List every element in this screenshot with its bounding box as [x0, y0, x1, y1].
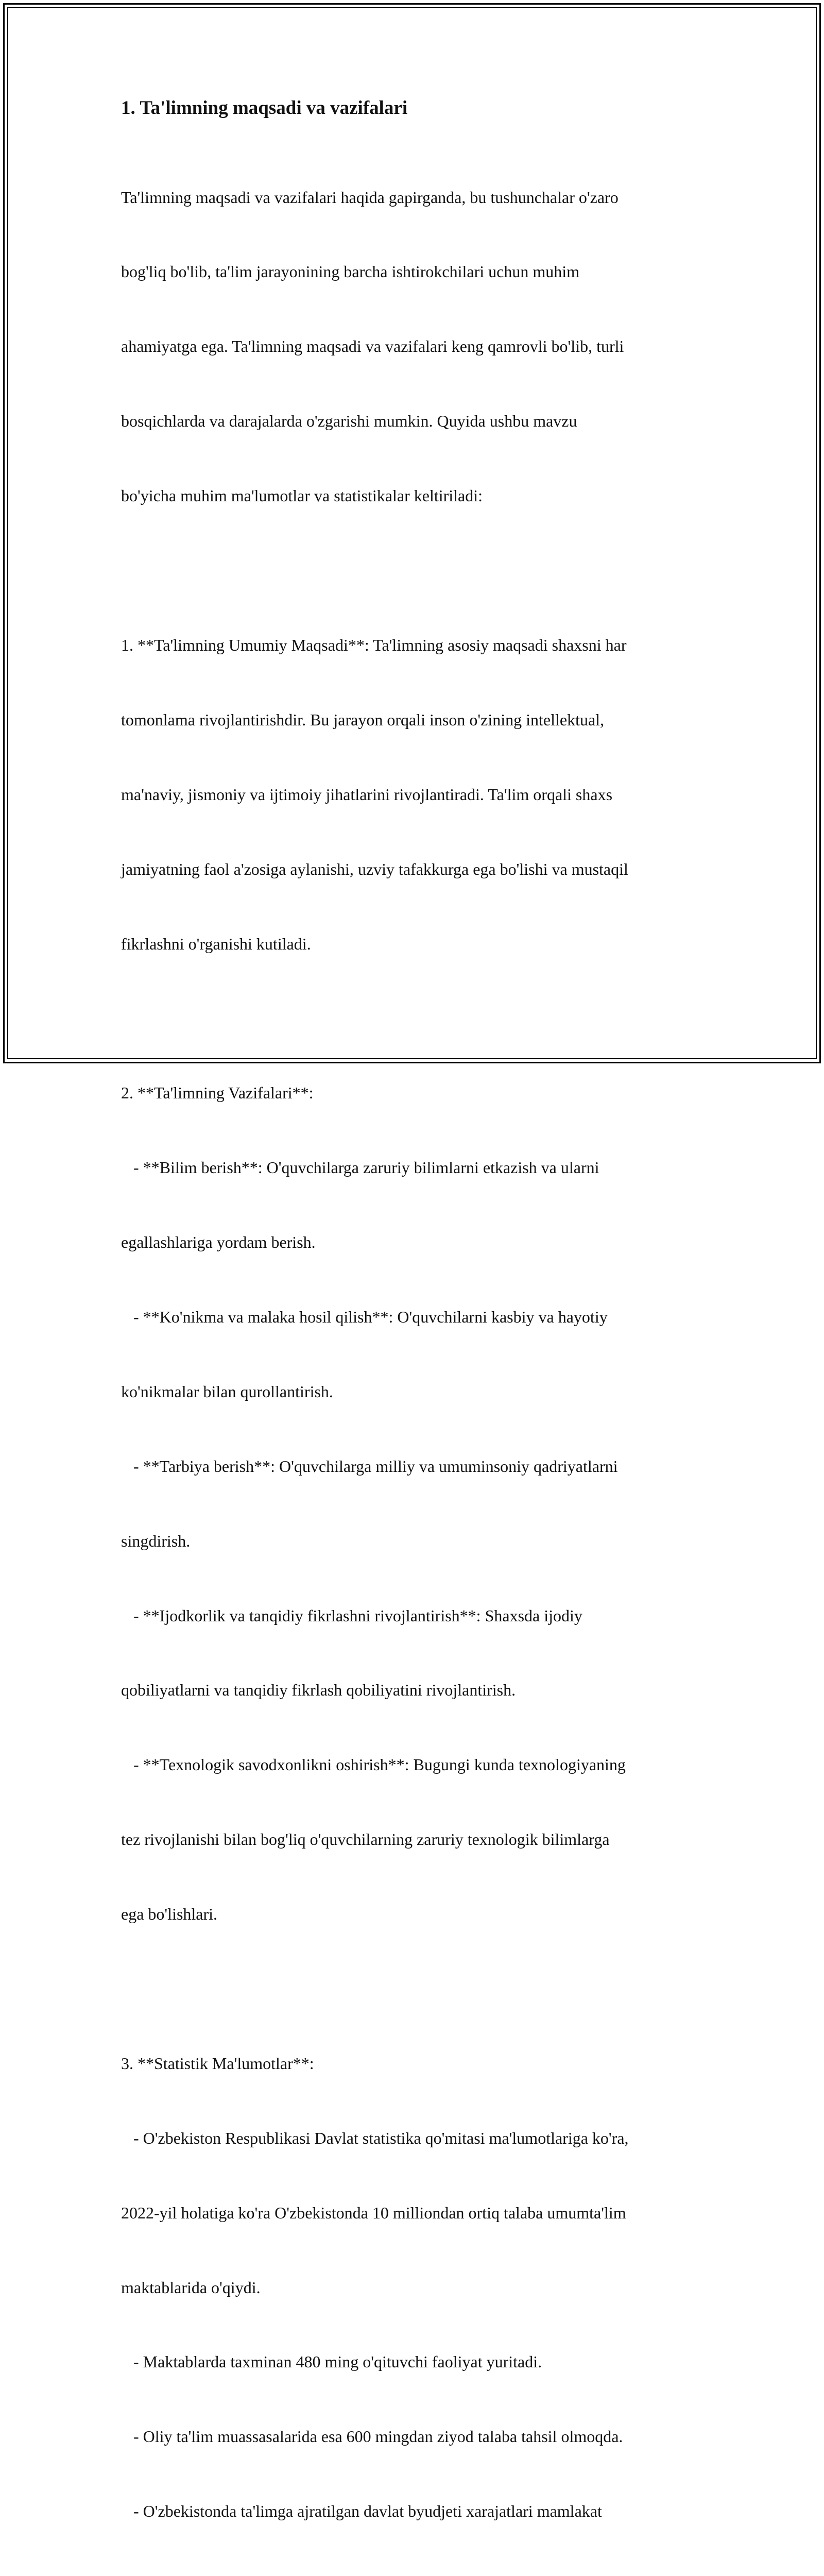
text-line: jamiyatning faol a'zosiga aylanishi, uzviy tafakkurga ega bo'lishi va mustaqil: [121, 859, 628, 878]
section-3-statistics: [121, 2001, 708, 2576]
blank-line: [121, 1976, 708, 2001]
intro-paragraph: [121, 135, 708, 558]
list-item: - O'zbekiston Respublikasi Davlat statistika qo'mitasi ma'lumotlariga ko'ra,: [121, 2128, 629, 2147]
blank-line: [121, 558, 708, 583]
list-item-continuation: tez rivojlanishi bilan bog'liq o'quvchilarning zaruriy texnologik bilimlarga: [121, 1830, 610, 1849]
text-line: Ta'limning maqsadi va vazifalari haqida gapirganda, bu tushunchalar o'zaro: [121, 188, 619, 207]
list-item: - O'zbekistonda ta'limga ajratilgan davlat byudjeti xarajatlari mamlakat: [121, 2502, 602, 2521]
list-item-continuation: qobiliyatlarni va tanqidiy fikrlash qobiliyatini rivojlantirish.: [121, 1681, 516, 1700]
text-line: ahamiyatga ega. Ta'limning maqsadi va vazifalari keng qamrovli bo'lib, turli: [121, 337, 624, 356]
text-line: ma'naviy, jismoniy va ijtimoiy jihatlarini rivojlantiradi. Ta'lim orqali shaxs: [121, 785, 613, 804]
section-2-tasks: [121, 1031, 708, 1976]
text-line: tomonlama rivojlantirishdir. Bu jarayon orqali inson o'zining intellektual,: [121, 710, 605, 729]
blank-line: [121, 1006, 708, 1030]
document-body: [121, 96, 708, 2576]
list-item-continuation: ko'nikmalar bilan qurollantirish.: [121, 1382, 333, 1401]
list-heading: 3. **Statistik Ma'lumotlar**:: [121, 2054, 314, 2073]
list-item: - **Bilim berish**: O'quvchilarga zaruriy bilimlarni etkazish va ularni: [121, 1158, 599, 1177]
list-item: - **Ko'nikma va malaka hosil qilish**: O'quvchilarni kasbiy va hayotiy: [121, 1307, 608, 1326]
section-heading: 1. Ta'limning maqsadi va vazifalari: [121, 97, 408, 118]
text-line: bosqichlarda va darajalarda o'zgarishi mumkin. Quyida ushbu mavzu: [121, 412, 577, 431]
list-item: - Maktablarda taxminan 480 ming o'qituvchi faoliyat yuritadi.: [121, 2352, 542, 2371]
list-item-continuation: singdirish.: [121, 1531, 191, 1550]
list-item: - **Tarbiya berish**: O'quvchilarga milliy va umuminsoniy qadriyatlarni: [121, 1456, 618, 1476]
text-line: 1. **Ta'limning Umumiy Maqsadi**: Ta'limning asosiy maqsadi shaxsni har: [121, 635, 627, 654]
list-item-continuation: egallashlariga yordam berish.: [121, 1233, 316, 1252]
text-line: fikrlashni o'rganishi kutiladi.: [121, 934, 311, 953]
list-item-continuation: [121, 2573, 708, 2576]
list-item-continuation: maktablarida o'qiydi.: [121, 2278, 261, 2297]
list-item: - Oliy ta'lim muassasalarida esa 600 mingdan ziyod talaba tahsil olmoqda.: [121, 2427, 623, 2446]
list-item-continuation: 2022-yil holatiga ko'ra O'zbekistonda 10 milliondan ortiq talaba umumta'lim: [121, 2203, 626, 2222]
list-item-continuation: ega bo'lishlari.: [121, 1905, 218, 1924]
text-line: bo'yicha muhim ma'lumotlar va statistikalar keltiriladi:: [121, 486, 483, 505]
list-item: - **Ijodkorlik va tanqidiy fikrlashni rivojlantirish**: Shaxsda ijodiy: [121, 1606, 582, 1625]
text-line: bog'liq bo'lib, ta'lim jarayonining barcha ishtirokchilari uchun muhim: [121, 262, 580, 281]
list-item: - **Texnologik savodxonlikni oshirish**: Bugungi kunda texnologiyaning: [121, 1755, 626, 1774]
section-1-general-goal: [121, 583, 708, 1006]
list-heading: 2. **Ta'limning Vazifalari**:: [121, 1083, 314, 1103]
